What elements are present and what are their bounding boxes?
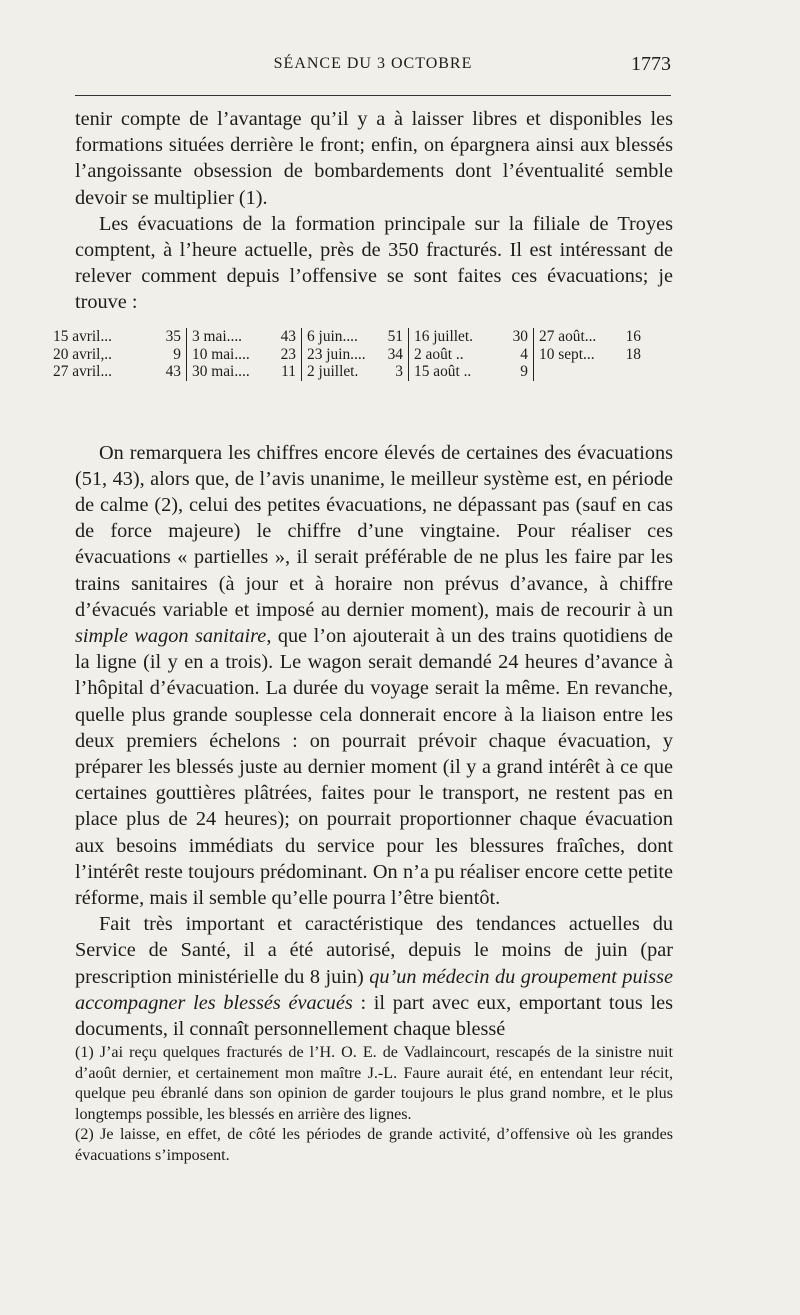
count-cell: 23 xyxy=(280,345,296,363)
count-cell: 34 xyxy=(387,345,403,363)
count-cell: 51 xyxy=(387,328,403,345)
footnotes xyxy=(75,1043,673,1167)
date-cell: 10 mai.... xyxy=(192,345,250,363)
count-cell: 3 xyxy=(395,363,403,380)
date-cell: 27 août... xyxy=(539,328,597,345)
paragraph-4 xyxy=(75,911,673,1042)
table-row xyxy=(192,363,296,381)
date-cell: 23 juin.... xyxy=(307,345,366,363)
date-cell: 20 avril,.. xyxy=(53,345,112,363)
count-cell: 43 xyxy=(165,363,181,380)
body-text xyxy=(75,106,673,1042)
table-row xyxy=(53,328,181,346)
table-row xyxy=(192,328,296,346)
table-column xyxy=(186,328,301,381)
table-row xyxy=(307,346,403,364)
table-row xyxy=(307,363,403,381)
table-column xyxy=(533,328,646,381)
table-row xyxy=(53,346,181,364)
count-cell: 9 xyxy=(173,345,181,363)
footnote-1: (1) J’ai reçu quelques fracturés de l’H. O. E. de Vadlaincourt, rescapés de la sinistre nuit d’août dernier, et certainement mon maître J.-L. Faure aurait été, en entendant leur récit, quelque peu ébranlé dans son opinion de garder toujours le plus grand nombre, et le plus longtemps possible, les blessés en arrière des lignes. xyxy=(75,1044,673,1123)
table-row xyxy=(414,363,528,381)
count-cell: 11 xyxy=(281,363,296,380)
table-row xyxy=(307,328,403,346)
table-column xyxy=(48,328,186,381)
page-header xyxy=(75,53,671,81)
running-title: SÉANCE DU 3 OCTOBRE xyxy=(273,55,473,72)
count-cell: 30 xyxy=(512,328,528,345)
header-rule xyxy=(75,95,671,96)
date-cell: 30 mai.... xyxy=(192,363,250,380)
italic-phrase: simple wagon sanitaire xyxy=(75,625,267,648)
text-run: , que l’on ajouterait à un des trains quotidiens de la ligne (il y en a trois). Le wagon serait demandé 24 heures d’avance à l’hôpital d’évacuation. La durée du voyage serait la même. En revanche, quelle plus grande souplesse cela donnerait encore à la liaison entre les deux premiers échelons : on pourrait prévoir chaque évacuation, y préparer les blessés juste au dernier moment (il y a grand intérêt à ce que certaines gouttières plâtrées, faites pour le transport, ne restent pas en place plus de 24 heures); on pourrait proportionner chaque évacuation aux besoins immédiats du service pour les blessures fraîches, dont l’intérêt reste toujours prédominant. On n’a pu réaliser encore cette petite réforme, mais il semble qu’elle pourra l’être bientôt. xyxy=(75,625,673,910)
text-run: tenir compte de l’avantage qu’il y a à laisser libres et disponibles les formations situées derrière le front; enfin, on épargnera ainsi aux blessés l’angoissante obsession de bombardements dont l’éventualité semble devoir se multiplier (1). xyxy=(75,108,673,209)
date-cell: 16 juillet. xyxy=(414,328,473,345)
paragraph-2 xyxy=(75,211,673,316)
date-cell: 15 août .. xyxy=(414,363,472,380)
count-cell: 9 xyxy=(520,363,528,380)
table-row xyxy=(539,346,641,364)
table-row xyxy=(192,346,296,364)
date-cell: 10 sept... xyxy=(539,345,595,363)
evacuation-table xyxy=(48,328,680,381)
text-run: : il part avec eux, emportant tous les documents, il connaît personnellement chaque blessé xyxy=(75,991,673,1041)
count-cell: 43 xyxy=(280,328,296,345)
count-cell: 4 xyxy=(520,345,528,363)
count-cell: 18 xyxy=(625,345,641,363)
date-cell: 27 avril... xyxy=(53,363,112,380)
table-column xyxy=(408,328,533,381)
table-row xyxy=(414,346,528,364)
table-row xyxy=(539,328,641,346)
date-cell: 2 août .. xyxy=(414,345,464,363)
date-cell: 15 avril... xyxy=(53,328,112,345)
paragraph-3 xyxy=(75,440,673,912)
date-cell: 3 mai.... xyxy=(192,328,243,345)
page-number: 1773 xyxy=(631,53,671,75)
count-cell: 16 xyxy=(625,328,641,345)
table-row xyxy=(414,328,528,346)
footnote-2: (2) Je laisse, en effet, de côté les périodes de grande activité, d’offensive où les grandes évacuations s’imposent. xyxy=(75,1126,673,1164)
italic-phrase: qu’un médecin du groupement puisse accompagner les blessés évacués xyxy=(75,965,674,1014)
date-cell: 6 juin.... xyxy=(307,328,358,345)
date-cell: 2 juillet. xyxy=(307,363,359,380)
table-row xyxy=(53,363,181,381)
table-column xyxy=(301,328,408,381)
text-run: Les évacuations de la formation principale sur la filiale de Troyes comptent, à l’heure actuelle, près de 350 fracturés. Il est intéressant de relever comment depuis l’offensive se sont faites ces évacuations; je trouve : xyxy=(75,212,673,314)
count-cell: 35 xyxy=(165,328,181,345)
text-run: Fait très important et caractéristique des tendances actuelles du Service de Santé, il a été autorisé, depuis le moins de juin (par prescription ministérielle du 8 juin) xyxy=(75,913,673,988)
paragraph-1 xyxy=(75,106,673,211)
text-run: On remarquera les chiffres encore élevés de certaines des évacuations (51, 43), alors que, de l’avis unanime, le meilleur système est, en période de calme (2), celui des petites évacuations, ne dépassant pas (sauf en cas de force majeure) le chiffre d’une vingtaine. Pour réaliser ces évacuations « partielles », il serait préférable de ne plus les faire par les trains sanitaires (à jour et à horaire non prévus d’avance, à chiffre d’évacués variable et imposé au dernier moment), mais de recourir à un xyxy=(75,441,673,621)
